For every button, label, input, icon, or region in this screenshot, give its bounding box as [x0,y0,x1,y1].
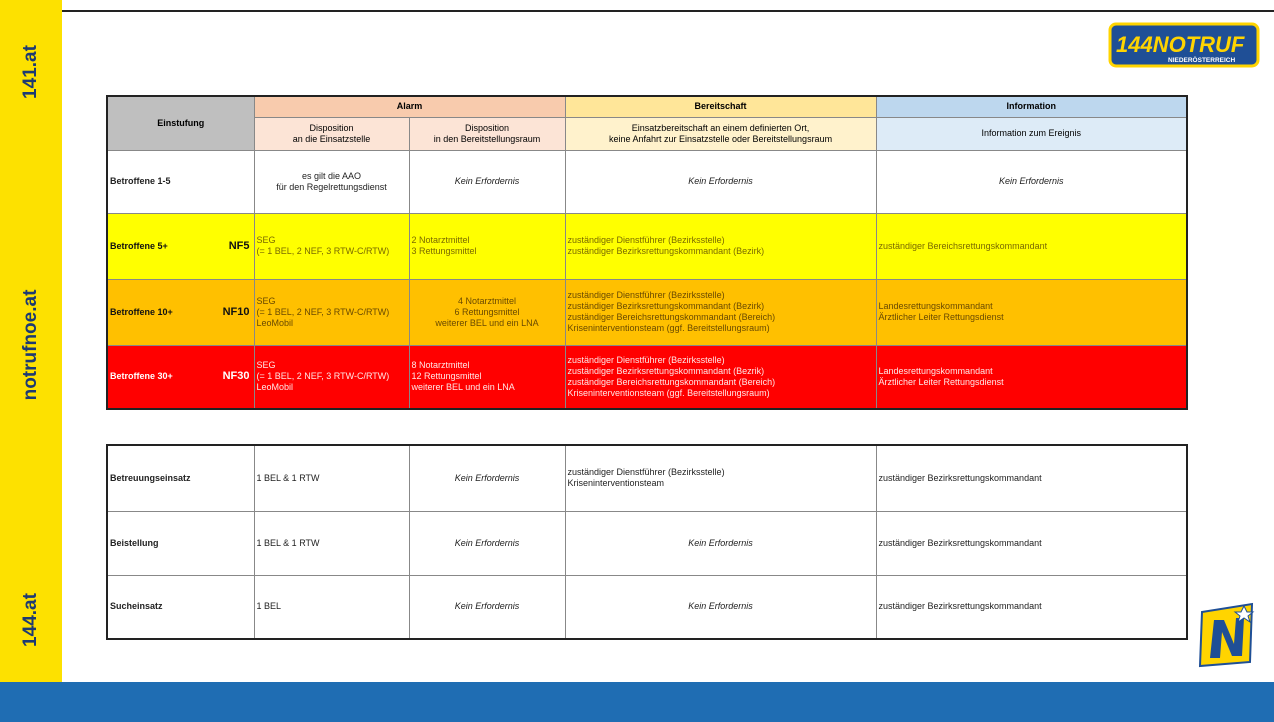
cell-line: Landesrettungskommandant [878,365,993,376]
row-label-text: Betroffene 30+ [110,371,173,382]
cell-line: 2 Notarztmittel [411,235,470,245]
logo-main-text: 144NOTRUF [1116,32,1245,57]
cell-disposition-einsatz [254,345,409,409]
cell-line: Ärztlicher Leiter Rettungsdienst [878,376,1004,387]
table-row [107,445,1187,511]
cell-disposition-raum [409,345,565,409]
cell-line: (= 1 BEL, 2 NEF, 3 RTW-C/RTW) [256,306,390,317]
nf-badge: NF5 [228,239,250,252]
row-label [107,150,254,213]
cell-line: Kriseninterventionsteam [567,478,665,489]
cell-bereitschaft: Kein Erfordernis [565,511,876,575]
sidebar-link-141[interactable]: 141.at [20,45,41,99]
table-row [107,345,1187,409]
sidebar-link-144[interactable]: 144.at [20,593,41,647]
cell-bereitschaft: Kein Erfordernis [565,150,876,213]
cell-disposition-einsatz [254,279,409,345]
row-label: Betreuungseinsatz [107,445,254,511]
cell-disposition-raum: Kein Erfordernis [409,150,565,213]
sidebar-link-notrufnoe[interactable]: notrufnoe.at [20,289,41,401]
cell-disposition-raum [409,279,565,345]
bereitschaft-subheader [565,117,876,150]
table-row [107,213,1187,279]
header-line: an die Einsatzstelle [292,133,371,144]
logo-sub-text: NIEDERÖSTERREICH [1168,57,1236,64]
nf-badge: NF30 [222,370,250,383]
footer-bar [0,682,1274,722]
cell-line: (= 1 BEL, 2 NEF, 3 RTW-C/RTW) [256,371,390,382]
header-row-sub [107,117,1187,150]
cell-disposition-raum: Kein Erfordernis [409,445,565,511]
cell-disposition-raum: Kein Erfordernis [409,511,565,575]
cell-bereitschaft [565,445,876,511]
cell-line: zuständiger Dienstführer (Bezirksstelle) [567,354,725,365]
cell-bereitschaft [565,213,876,279]
header-line: Disposition [309,122,354,133]
cell-line: zuständiger Bezirksrettungskommandant (Bezirk) [567,246,765,256]
cell-line: für den Regelrettungsdienst [276,181,387,192]
table-row [107,575,1187,639]
cell-line: Kriseninterventionsteam (ggf. Bereitstellungsraum) [567,323,770,333]
table-row [107,150,1187,213]
information-subheader: Information zum Ereignis [876,117,1187,150]
cell-line: SEG [256,360,276,371]
cell-disposition-einsatz: 1 BEL & 1 RTW [254,445,409,511]
cell-line: LeoMobil [256,382,294,393]
cell-bereitschaft [565,345,876,409]
cell-line: (= 1 BEL, 2 NEF, 3 RTW-C/RTW) [256,246,390,256]
cell-line: 12 Rettungsmittel [411,371,482,382]
cell-line: 3 Rettungsmittel [411,246,477,256]
cell-line: 4 Notarztmittel [457,295,517,306]
cell-line: zuständiger Bezirksrettungskommandant (Bezirk) [567,301,765,311]
cell-information: zuständiger Bezirksrettungskommandant [876,575,1187,639]
cell-information: zuständiger Bezirksrettungskommandant [876,511,1187,575]
cell-bereitschaft: Kein Erfordernis [565,575,876,639]
header-line: in den Bereitstellungsraum [433,133,541,144]
cell-line: Landesrettungskommandant [878,301,993,311]
special-operations-table [106,444,1188,640]
cell-line: zuständiger Dienstführer (Bezirksstelle) [567,467,725,478]
cell-bereitschaft [565,279,876,345]
header-line: keine Anfahrt zur Einsatzstelle oder Bereitstellungsraum [608,133,833,144]
cell-line: Ärztlicher Leiter Rettungsdienst [878,312,1004,322]
cell-line: es gilt die AAO [301,170,362,181]
cell-information: zuständiger Bereichsrettungskommandant [876,213,1187,279]
cell-information: zuständiger Bezirksrettungskommandant [876,445,1187,511]
cell-line: zuständiger Bereichsrettungskommandant (Bereich) [567,312,776,322]
row-label [107,213,254,279]
cell-information [876,345,1187,409]
classification-table [106,95,1188,410]
disposition-einsatzstelle-header [254,117,409,150]
cell-line: zuständiger Dienstführer (Bezirksstelle) [567,235,725,245]
notruf-144-logo [1108,20,1260,70]
row-label-text: Betroffene 1-5 [110,176,171,186]
row-label [107,279,254,345]
cell-line: zuständiger Bezirksrettungskommandant (Bezrik) [567,365,765,376]
cell-line: 8 Notarztmittel [411,360,470,371]
cell-line: Kriseninterventionsteam (ggf. Bereitstellungsraum) [567,387,770,398]
header-line: Disposition [464,122,510,133]
cell-disposition-einsatz [254,150,409,213]
cell-disposition-raum: Kein Erfordernis [409,575,565,639]
cell-disposition-raum [409,213,565,279]
cell-line: zuständiger Dienstführer (Bezirksstelle) [567,290,725,300]
cell-line: 6 Rettungsmittel [454,306,520,317]
cell-disposition-einsatz: 1 BEL & 1 RTW [254,511,409,575]
row-label-text: Betroffene 5+ [110,240,168,251]
cell-line: weiterer BEL und ein LNA [411,382,515,393]
cell-information: Kein Erfordernis [876,150,1187,213]
bereitschaft-header: Bereitschaft [565,96,876,117]
top-frame-line [62,10,1274,12]
table-row [107,279,1187,345]
cell-disposition-einsatz: 1 BEL [254,575,409,639]
cell-information [876,279,1187,345]
cell-line: SEG [256,295,276,306]
information-header: Information [876,96,1187,117]
nf-badge: NF10 [222,305,250,318]
cell-line: SEG [256,235,276,245]
header-line: Einsatzbereitschaft an einem definierten Ort, [631,122,810,133]
row-label: Sucheinsatz [107,575,254,639]
row-label-text: Betroffene 10+ [110,306,173,317]
left-sidebar [0,0,62,682]
row-label [107,345,254,409]
header-row-main [107,96,1187,117]
disposition-bereitstellungsraum-header [409,117,565,150]
cell-line: zuständiger Bereichsrettungskommandant (Bereich) [567,376,776,387]
cell-disposition-einsatz [254,213,409,279]
alarm-header: Alarm [254,96,565,117]
cell-line: LeoMobil [256,317,294,328]
einstufung-header: Einstufung [107,96,254,150]
table-row [107,511,1187,575]
cell-line: weiterer BEL und ein LNA [435,317,539,328]
noe-n-logo [1196,600,1258,668]
row-label: Beistellung [107,511,254,575]
